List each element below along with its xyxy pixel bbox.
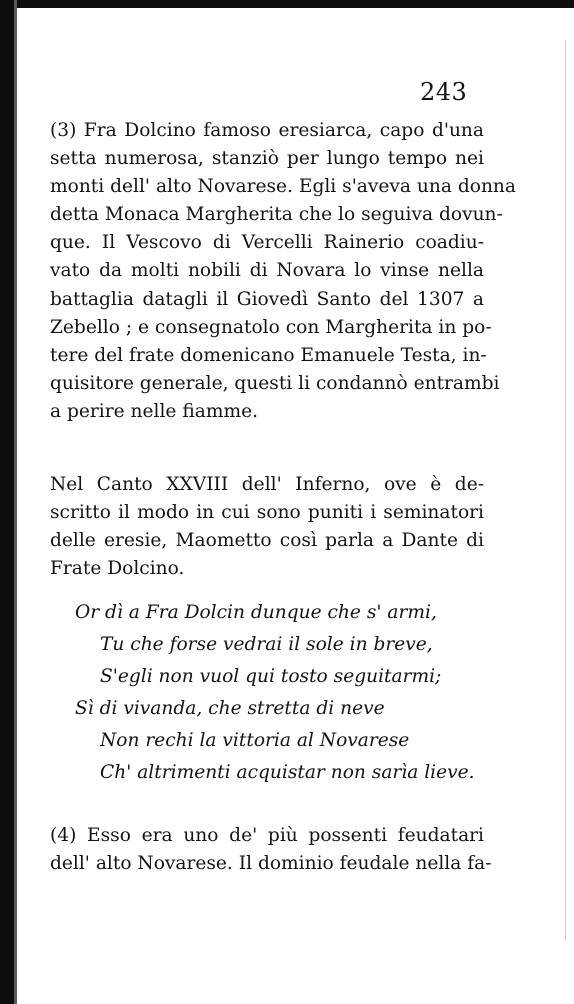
page-number: 243 [420, 78, 468, 106]
footnote-3-line: que. Il Vescovo di Vercelli Rainerio coadiu- [50, 232, 484, 254]
footnote-3-line: tere del frate domenicano Emanuele Testa, in- [50, 344, 487, 366]
footnote-3-line: a perire nelle fiamme. [50, 400, 258, 422]
footnote-3 [50, 117, 516, 426]
verse-line: S'egli non vuol qui tosto seguitarmi; [100, 666, 442, 687]
canto-line: Nel Canto XXVIII dell' Inferno, ove è de- [50, 474, 484, 495]
canto-line: scritto il modo in cui sono puniti i seminatori [50, 502, 484, 524]
footnote-3-line: vato da molti nobili di Novara lo vinse nella [50, 260, 484, 282]
footnote-4 [50, 822, 492, 878]
verse-line: Non rechi la vittoria al Novarese [100, 730, 410, 751]
footnote-3-line: monti dell' alto Novarese. Egli s'aveva una donna [50, 176, 516, 198]
canto-line: delle eresie, Maometto così parla a Dante di [50, 530, 484, 552]
scan-top-border [0, 0, 574, 8]
scan-left-border [0, 0, 14, 1004]
canto-line: Frate Dolcino. [50, 558, 185, 580]
verse-line: Tu che forse vedrai il sole in breve, [100, 634, 433, 655]
scan-left-border-edge [14, 0, 17, 1004]
verse-line: Sì di vivanda, che stretta di neve [75, 698, 385, 719]
verse-line: Ch' altrimenti acquistar non sarìa lieve. [100, 762, 475, 783]
footnote-3-line: battaglia datagli il Giovedì Santo del 1307 a [50, 288, 484, 310]
footnote-3-line: (3) Fra Dolcino famoso eresiarca, capo d'una [50, 120, 484, 141]
footnote-4-line: dell' alto Novarese. Il dominio feudale nella fa- [50, 853, 492, 875]
footnote-3-line: Zebello ; e consegnatolo con Margherita in po- [50, 316, 492, 338]
verse-quotation [75, 597, 475, 789]
scan-right-edge [565, 40, 566, 940]
footnote-3-line: setta numerosa, stanziò per lungo tempo nei [50, 148, 484, 170]
canto-paragraph [50, 471, 484, 583]
footnote-3-line: quisitore generale, questi li condannò entrambi [50, 372, 500, 394]
verse-line: Or dì a Fra Dolcin dunque che s' armi, [75, 602, 437, 623]
footnote-3-line: detta Monaca Margherita che lo seguiva dovun- [50, 204, 503, 226]
footnote-4-line: (4) Esso era uno de' più possenti feudatari [50, 825, 484, 846]
